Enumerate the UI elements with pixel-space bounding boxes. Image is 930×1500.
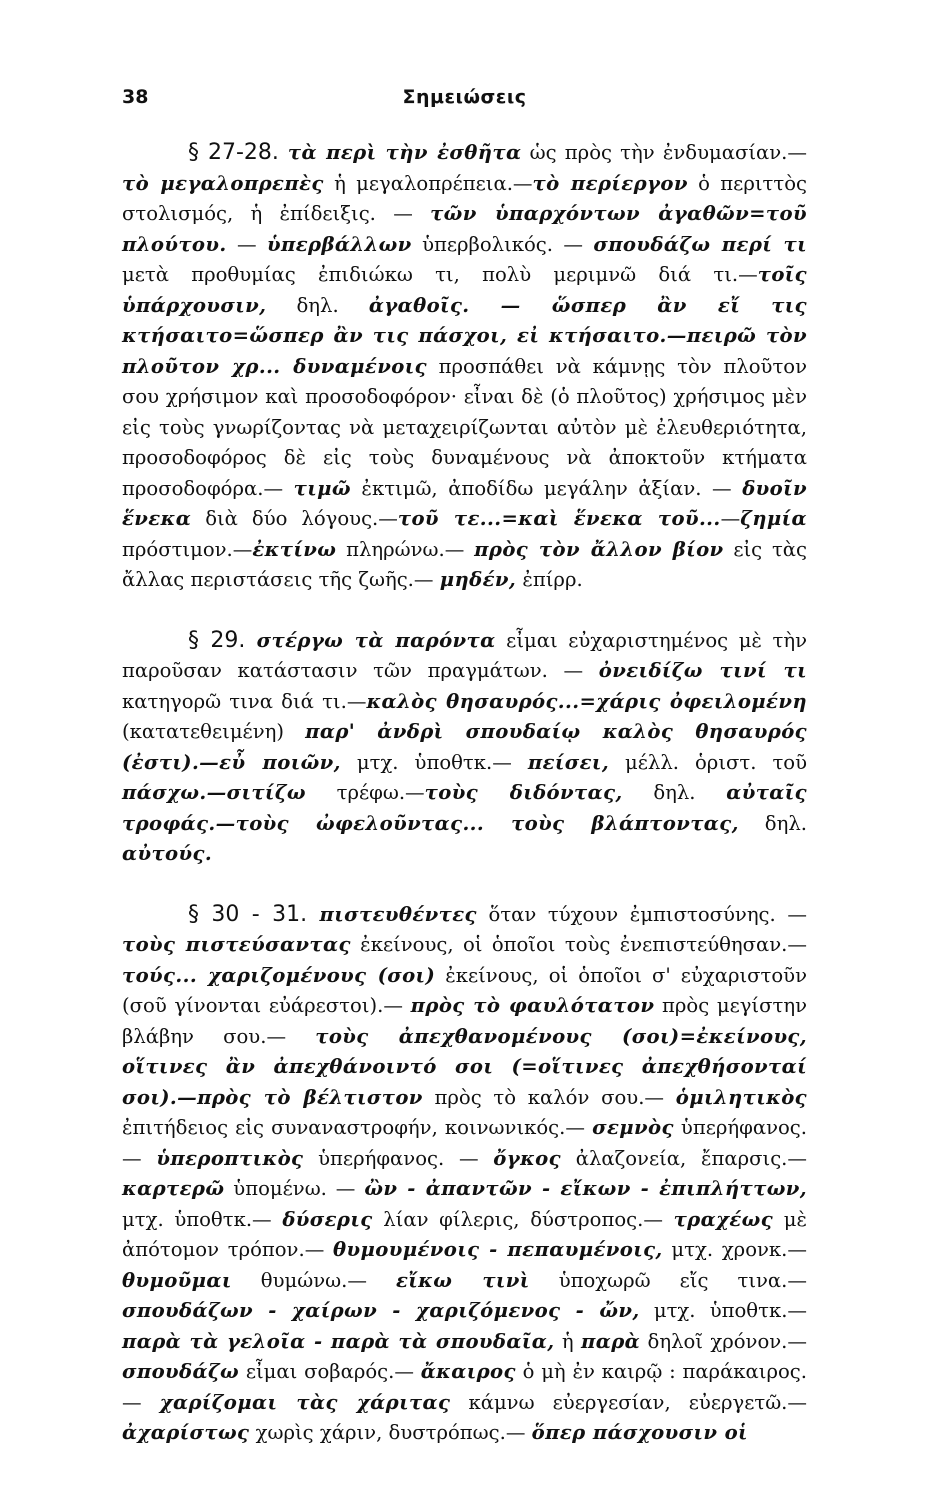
section-number: § 29. <box>188 627 257 653</box>
notes-body <box>122 138 807 1479</box>
note-paragraph: § 27-28. τὰ περὶ τὴν ἐσθῆτα ὡς πρὸς τὴν ἐνδυμασίαν.—τὸ μεγαλοπρεπὲς ἡ μεγαλοπρέπεια.—τὸ περίεργον ὁ περιττὸς στολισμός, ἡ ἐπίδειξις. — τῶν ὑπαρχόντων ἀγαθῶν=τοῦ πλούτου. — ὑπερβάλλων ὑπερβολικός. — σπουδάζω περί τι μετὰ προθυμίας ἐπιδιώκω τι, πολὺ μεριμνῶ διά τι.—τοῖς ὑπάρχουσιν, δηλ. ἀγαθοῖς. — ὥσπερ ἂν εἴ τις κτήσαιτο=ὥσπερ ἂν τις πάσχοι, εἰ κτήσαιτο.—πειρῶ τὸν πλοῦτον χρ... δυναμένοις προσπάθει νὰ κάμνῃς τὸν πλοῦτον σου χρήσιμον καὶ προσοδοφόρον· εἶναι δὲ (ὁ πλοῦτος) χρήσιμος μὲν εἰς τοὺς γνωρίζοντας νὰ μεταχειρίζωνται αὐτὸν μὲ ἐλευθεριότητα, προσοδοφόρος δὲ εἰς τοὺς δυναμένους νὰ ἀποκτοῦν κτήματα προσοδοφόρα.— τιμῶ ἐκτιμῶ, ἀποδίδω μεγάλην ἀξίαν. — δυοῖν ἕνεκα διὰ δύο λόγους.—τοῦ τε...=καὶ ἕνεκα τοῦ...—ζημία πρόστιμον.—ἐκτίνω πληρώνω.— πρὸς τὸν ἄλλον βίον εἰς τὰς ἄλλας περιστάσεις τῆς ζωῆς.— μηδέν, ἐπίρρ. <box>122 140 808 591</box>
note-paragraph: § 30 - 31. πιστευθέντες ὅταν τύχουν ἐμπιστοσύνης. — τοὺς πιστεύσαντας ἐκείνους, οἱ ὁποῖοι τοὺς ἐνεπιστεύθησαν.—τούς... χαριζομένους (σοι) ἐκείνους, οἱ ὁποῖοι σ' εὐχαριστοῦν (σοῦ γίνονται εὐάρεστοι).— πρὸς τὸ φαυλότατον πρὸς μεγίστην βλάβην σου.— τοὺς ἀπεχθανομένους (σοι)=ἐκείνους, οἵτινες ἂν ἀπεχθάνοιντό σοι (=οἵτινες ἀπεχθήσονταί σοι).—πρὸς τὸ βέλτιστον πρὸς τὸ καλόν σου.— ὁμιλητικὸς ἐπιτήδειος εἰς συναναστροφήν, κοινωνικός.— σεμνὸς ὑπερήφανος. — ὑπεροπτικὸς ὑπερήφανος. — ὄγκος ἀλαζονεία, ἔπαρσις.— καρτερῶ ὑπομένω. — ὢν - ἀπαντῶν - εἴκων - ἐπιπλήττων, μτχ. ὑποθτκ.— δύσερις λίαν φίλερις, δύστροπος.— τραχέως μὲ ἀπότομον τρόπον.— θυμουμένοις - πεπαυμένοις, μτχ. χρονκ.— θυμοῦμαι θυμώνω.— εἴκω τινὶ ὑποχωρῶ εἴς τινα.— σπουδάζων - χαίρων - χαριζόμενος - ὤν, μτχ. ὑποθτκ.— παρὰ τὰ γελοῖα - παρὰ τὰ σπουδαῖα, ἡ παρὰ δηλοῖ χρόνον.— σπουδάζω εἶμαι σοβαρός.— ἄκαιρος ὁ μὴ ἐν καιρῷ : παράκαιρος.— χαρίζομαι τὰς χάριτας κάμνω εὐεργεσίαν, εὐεργετῶ.— ἀχαρίστως χωρὶς χάριν, δυστρόπως.— ὅπερ πάσχουσιν οἱ <box>122 901 808 1444</box>
section-number: § 30 - 31. <box>188 901 320 927</box>
page-number: 38 <box>122 86 149 108</box>
section-number: § 27-28. <box>188 140 288 165</box>
note-paragraph: § 29. στέργω τὰ παρόντα εἶμαι εὐχαριστημένος μὲ τὴν παροῦσαν κατάστασιν τῶν πραγμάτων. — ὀνειδίζω τινί τι κατηγορῶ τινα διά τι.—καλὸς θησαυρός...=χάρις ὀφειλομένη (κατατεθειμένη) παρ' ἀνδρὶ σπουδαίῳ καλὸς θησαυρός (ἐστι).—εὖ ποιῶν, μτχ. ὑποθτκ.— πείσει, μέλλ. ὁριστ. τοῦ πάσχω.—σιτίζω τρέφω.—τοὺς διδόντας, δηλ. αὐταῖς τροφάς.—τοὺς ὠφελοῦντας... τοὺς βλάπτοντας, δηλ. αὐτούς. <box>122 627 808 865</box>
page-header <box>122 86 807 116</box>
running-title: Σημειώσεις <box>402 86 527 108</box>
